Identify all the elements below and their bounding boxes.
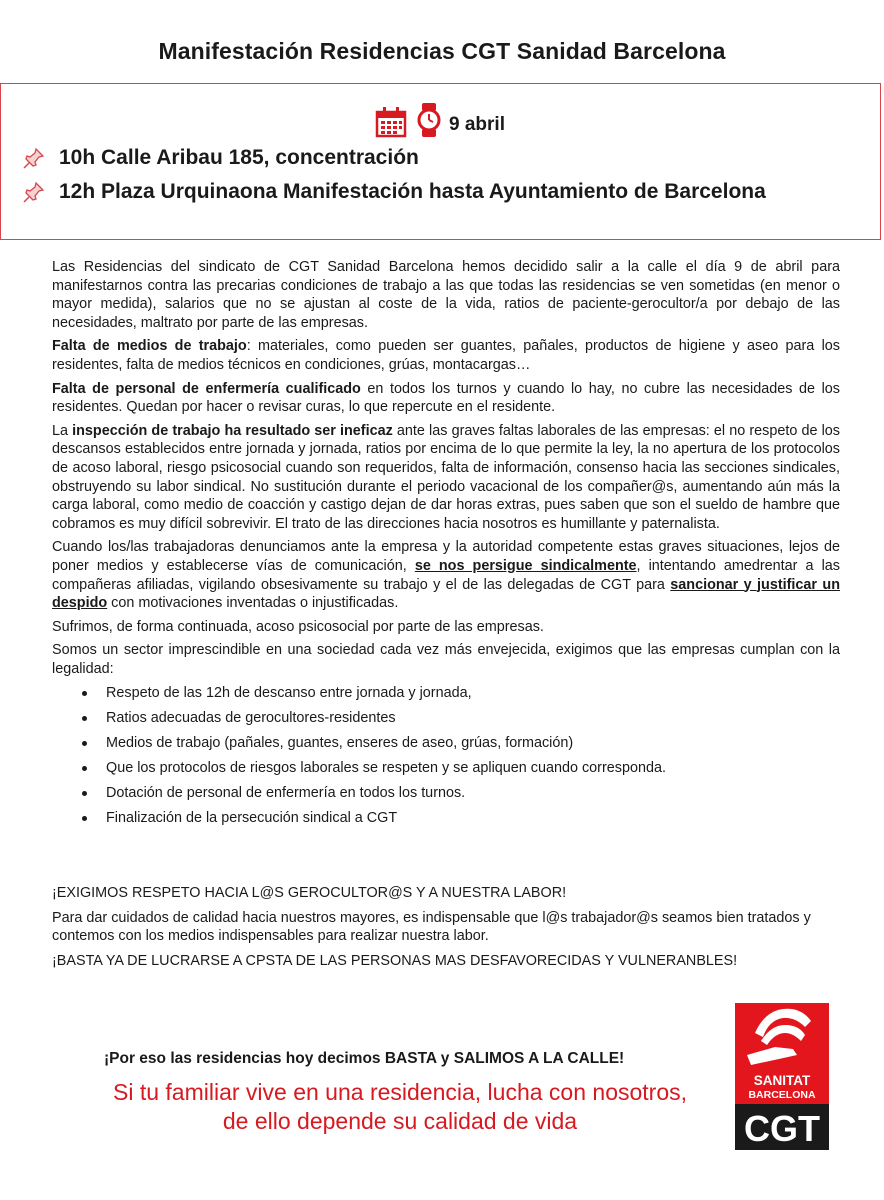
- event-item: [23, 146, 419, 170]
- body-text: [52, 258, 840, 834]
- paragraph-medios: [52, 337, 840, 374]
- paragraph-heading: inspección de trabajo ha resultado ser ineficaz: [72, 422, 393, 439]
- paragraph-heading: Falta de personal de enfermería cualificado: [52, 380, 361, 397]
- paragraph-persecucion: [52, 538, 840, 612]
- basta-slogan: ¡Por eso las residencias hoy decimos BASTA y SALIMOS A LA CALLE!: [104, 1050, 625, 1067]
- calendar-icon: [375, 106, 407, 138]
- paragraph-intro: Las Residencias del sindicato de CGT Sanidad Barcelona hemos decidido salir a la calle el día 9 de abril para manifestarnos contra las precarias condiciones de trabajo a las que todas las residencias se ven sometidas (en menor o mayor medida), salarios que no se ajustan al coste de la vida, ratios de paciente-gerocultor/a por debajo de las necesidades, maltrato por parte de las empresas.: [52, 259, 840, 331]
- cgt-sanitat-logo: [735, 1003, 829, 1150]
- paragraph-text: Cuando los/las trabajadoras denunciamos ante la empresa y la autoridad competente estas graves situaciones, lejos de poner medios y establecerse vías de comunicación,: [52, 539, 840, 574]
- list-item: Ratios adecuadas de gerocultores-residentes: [106, 709, 840, 727]
- family-call: Si tu familiar vive en una residencia, lucha con nosotros, de ello depende su calidad de vida: [112, 1079, 688, 1134]
- paragraph-exigimos: Somos un sector imprescindible en una sociedad cada vez más envejecida, exigimos que las empresas cumplan con la legalidad:: [52, 642, 840, 677]
- logo-brand: CGT: [744, 1108, 820, 1149]
- event-date-line: [375, 98, 505, 138]
- event-item-text: 12h Plaza Urquinaona Manifestación hasta Ayuntamiento de Barcelona: [59, 180, 766, 203]
- paragraph-enfermeria: [52, 380, 840, 417]
- underlined-phrase: se nos persigue sindicalmente: [414, 557, 637, 574]
- logo-line1: SANITAT: [753, 1073, 811, 1088]
- underlined-phrase: sancionar y justificar un despido: [52, 576, 840, 612]
- paragraph-text: ante las graves faltas laborales de las empresas: el no respeto de los descansos establecidos entre jornada y jornada, ratios por encima de lo que permite la ley, la no apertura de los protocolos de acoso laboral, riesgo psicosocial cuando son requeridos, falta de información, consenso hacia las secciones sindicales, obstruyendo su labor sindical. No sustitución durante el periodo vacacional de los compañer@s, aumentando aún más la carga laboral, como medio de coacción y castigo dejan de dar horas extras, pues saben que son el sueldo de hambre que cobramos es muy difícil sobrevivir. El trato de las direcciones hacia nosotros es humillante y paternalista.: [52, 422, 841, 532]
- paragraph-text: La: [52, 422, 73, 439]
- paragraph-acoso: Sufrimos, de forma continuada, acoso psicosocial por parte de las empresas.: [52, 618, 544, 635]
- closing-demand: ¡EXIGIMOS RESPETO HACIA L@S GEROCULTOR@S Y A NUESTRA LABOR!: [52, 885, 567, 901]
- pushpin-icon: [23, 147, 45, 169]
- event-date: 9 abril: [449, 114, 505, 135]
- paragraph-text: con motivaciones inventadas o injustificadas.: [107, 595, 399, 612]
- list-item: Que los protocolos de riesgos laborales se respeten y se apliquen cuando corresponda.: [106, 759, 840, 777]
- page-title: Manifestación Residencias CGT Sanidad Barcelona: [158, 38, 726, 64]
- event-box: [0, 83, 881, 240]
- list-item: Medios de trabajo (pañales, guantes, enseres de aseo, grúas, formación): [106, 734, 840, 752]
- paragraph-inspeccion: [52, 422, 840, 534]
- logo-line2: BARCELONA: [748, 1089, 816, 1101]
- list-item: Respeto de las 12h de descanso entre jornada y jornada,: [106, 684, 840, 702]
- paragraph-text: en todos los turnos y cuando lo hay, no cubre las necesidades de los residentes. Quedan por hacer o revisar curas, lo que repercute en el residente.: [52, 380, 840, 416]
- paragraph-heading: Falta de medios de trabajo: [52, 338, 247, 355]
- list-item: Finalización de la persecución sindical a CGT: [106, 809, 840, 827]
- closing-text: Para dar cuidados de calidad hacia nuestros mayores, es indispensable que l@s trabajador@s seamos bien tratados y contemos con los medios indispensables para realizar nuestra labor.: [52, 909, 811, 945]
- paragraph-text: : materiales, como pueden ser guantes, pañales, productos de higiene y aseo para los residentes, falta de medios técnicos en condiciones, grúas, montacargas…: [52, 338, 841, 373]
- demands-list: [52, 684, 840, 827]
- closing-section: [52, 884, 842, 976]
- event-item: [23, 180, 766, 204]
- pushpin-icon: [23, 181, 45, 203]
- event-item-text: 10h Calle Aribau 185, concentración: [59, 146, 419, 169]
- watch-icon: [415, 102, 443, 138]
- paragraph-text: , intentando amedrentar a las compañeras afiliadas, vigilando obsesivamente su trabajo y el de las delegadas de CGT para: [52, 557, 840, 593]
- closing-basta-ya: ¡BASTA YA DE LUCRARSE A CPSTA DE LAS PERSONAS MAS DESFAVORECIDAS Y VULNERANBLES!: [52, 952, 738, 969]
- list-item: Dotación de personal de enfermería en todos los turnos.: [106, 784, 840, 802]
